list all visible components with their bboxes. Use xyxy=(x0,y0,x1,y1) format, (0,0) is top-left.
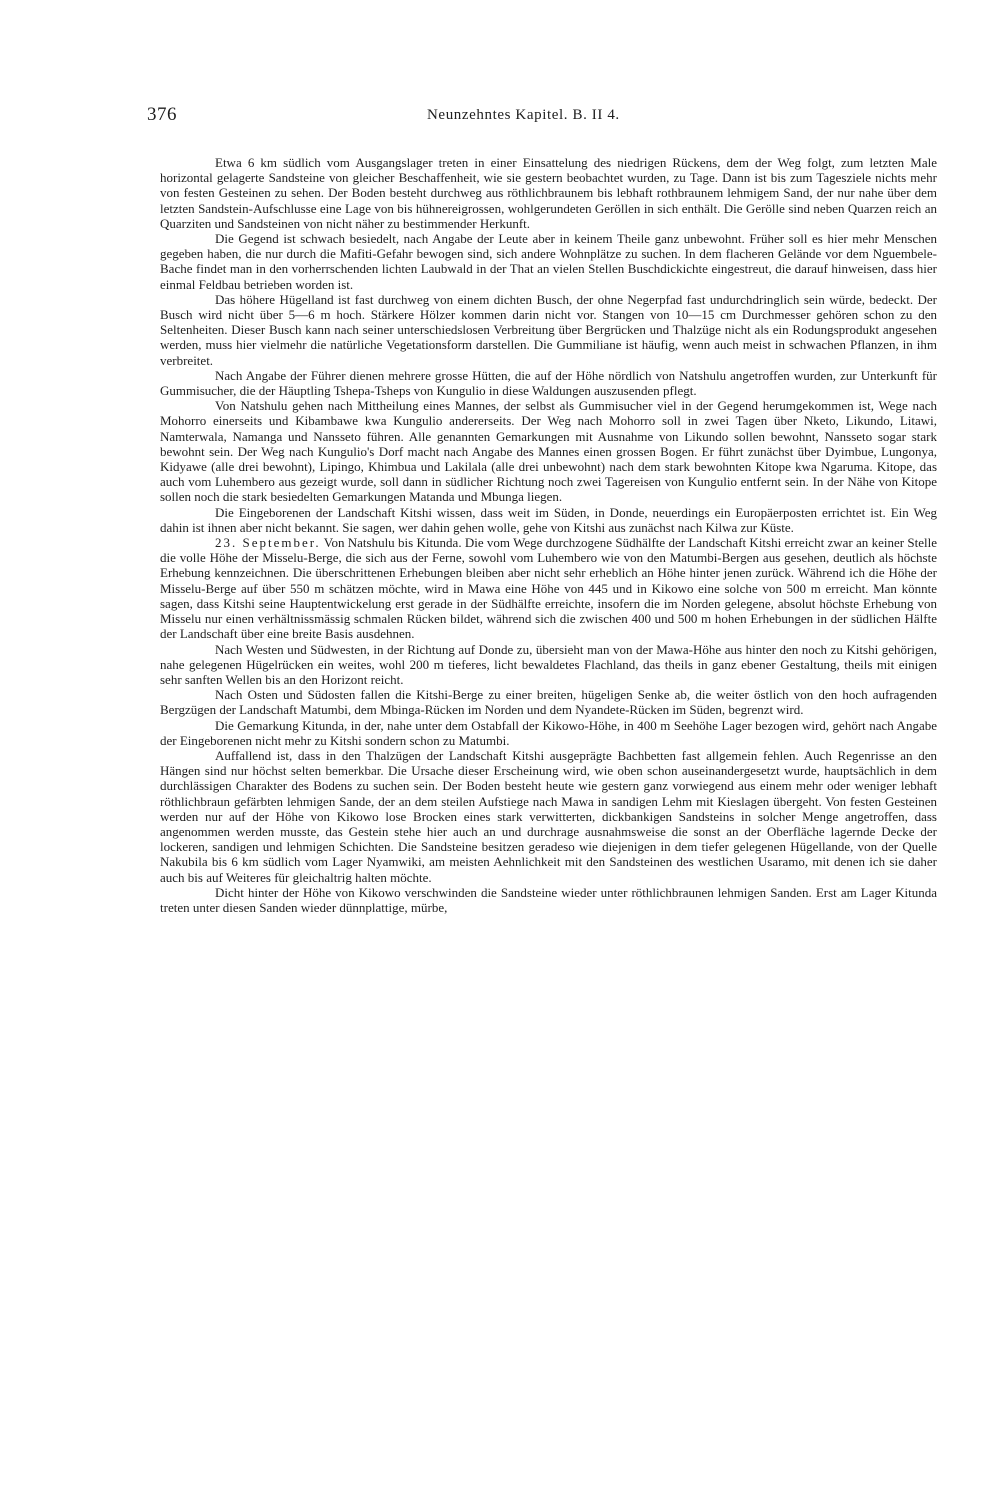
date-heading: 23. September. xyxy=(215,535,321,551)
paragraph: Nach Osten und Südosten fallen die Kitshi-Berge zu einer breiten, hügeligen Senke ab, die weiter östlich von den hoch aufragenden Bergzügen der Landschaft Matumbi, dem Mbinga-Rücken im Norden und dem Nyandete-Rücken im Süden, begrenzt wird. xyxy=(160,687,937,718)
running-title: Neunzehntes Kapitel. B. II 4. xyxy=(427,107,620,123)
paragraph: 23. September. Von Natshulu bis Kitunda. Die vom Wege durchzogene Südhälfte der Landschaft Kitshi erreicht zwar an keiner Stelle die volle Höhe der Misselu-Berge, die sich aus der Ferne, sowohl vom Luhembero wie von den Matumbi-Bergen aus gesehen, deutlich als höchste Erhebung kennzeichnen. Die überschrittenen Erhebungen bleiben aber nicht sehr erheblich an Höhe hinter jenen zurück. Während ich die Höhe der Misselu-Berge auf über 550 m schätzen möchte, wird in Mawa eine Höhe von 445 und in Kikowo eine solche von 500 m erreicht. Man könnte sagen, dass Kitshi seine Hauptentwickelung erst gerade in der Südhälfte erreichte, insofern die im Norden gelegene, absolut höchste Erhebung von Misselu nur einen verhältnissmässig schmalen Rücken bildet, während sich die zwischen 400 und 500 m hohen Erhebungen in der südlichen Hälfte der Landschaft über eine breite Basis ausdehnen. xyxy=(160,535,937,642)
paragraph: Die Gegend ist schwach besiedelt, nach Angabe der Leute aber in keinem Theile ganz unbewohnt. Früher soll es hier mehr Menschen gegeben haben, die nur durch die Mafiti-Gefahr bewogen sind, sich andere Wohnplätze zu suchen. In dem flacheren Gelände vor dem Nguembele-Bache findet man in den vorherrschenden lichten Laubwald in der That an vielen Stellen Buschdickichte eingestreut, die darauf hinweisen, dass hier einmal Feldbau betrieben worden ist. xyxy=(160,231,937,292)
paragraph: Die Eingeborenen der Landschaft Kitshi wissen, dass weit im Süden, in Donde, neuerdings ein Europäerposten errichtet ist. Ein Weg dahin ist ihnen aber nicht bekannt. Sie sagen, wer dahin gehen wolle, gehe von Kitshi aus zunächst nach Kilwa zur Küste. xyxy=(160,504,937,535)
paragraph: Das höhere Hügelland ist fast durchweg von einem dichten Busch, der ohne Negerpfad fast undurchdringlich sein würde, bedeckt. Der Busch wird nicht über 5—6 m hoch. Stärkere Hölzer kommen darin nicht vor. Stangen von 10—15 cm Durchmesser gehören schon zu den Seltenheiten. Dieser Busch kann nach seiner unterschiedslosen Verbreitung über Bergrücken und Thalzüge nicht als ein Rodungsprodukt angesehen werden, muss hier vielmehr die natürliche Vegetationsform darstellen. Die Gummiliane ist häufig, wenn auch meist in schwachen Pflanzen, in ihm verbreitet. xyxy=(160,291,937,368)
paragraph: Auffallend ist, dass in den Thalzügen der Landschaft Kitshi ausgeprägte Bachbetten fast allgemein fehlen. Auch Regenrisse an den Hängen sind nur höchst selten bemerkbar. Die Ursache dieser Erscheinung wird, wie oben schon auseinandergesetzt wurde, hauptsächlich in dem durchlässigen Charakter des Bodens zu suchen sein. Der Boden besteht heute wie gestern ganz vorwiegend aus einem mehr oder weniger lebhaft röthlichbraun gefärbten lehmigen Sande, der an dem steilen Aufstiege nach Mawa in sandigen Lehm mit Kieslagen übergeht. Von festen Gesteinen werden nur auf der Höhe von Kikowo lose Brocken eines stark verwitterten, dickbankigen Sandsteins in solcher Menge angetroffen, dass angenommen werden musste, das Gestein stehe hier auch an und durchrage ausnahmsweise die sonst an der Oberfläche lagernde Decke der lockeren, sandigen und lehmigen Schichten. Die Sandsteine besitzen geradeso wie diejenigen in dem tiefer gelegenen Hügellande, von der Quelle Nakubila bis 6 km südlich vom Lager Nyamwiki, am meisten Aehnlichkeit mit den Sandsteinen des westlichen Usaramo, mit denen ich sie daher auch bis auf Weiteres für gleichaltrig halten möchte. xyxy=(160,747,937,885)
paragraph: Dicht hinter der Höhe von Kikowo verschwinden die Sandsteine wieder unter röthlichbraunen lehmigen Sanden. Erst am Lager Kitunda treten unter diesen Sanden wieder dünnplattige, mürbe, xyxy=(160,884,937,915)
page-header xyxy=(147,104,937,128)
paragraph: Nach Westen und Südwesten, in der Richtung auf Donde zu, übersieht man von der Mawa-Höhe aus hinter den noch zu Kitshi gehörigen, nahe gelegenen Hügelrücken ein weites, wohl 200 m tieferes, licht bewaldetes Flachland, das theils in ganz ebener Gestaltung, theils mit einigen sehr sanften Wellen bis an den Horizont reicht. xyxy=(160,641,937,687)
page-number: 376 xyxy=(147,104,177,125)
body-text xyxy=(160,155,937,915)
paragraph: Von Natshulu gehen nach Mittheilung eines Mannes, der selbst als Gummisucher viel in der Gegend herumgekommen ist, Wege nach Mohorro einerseits und Kibambawe kwa Kungulio andererseits. Der Weg nach Mohorro soll in zwei Tagen über Nketo, Likundo, Litawi, Namterwala, Namanga und Nansseto führen. Alle genannten Gemarkungen mit Ausnahme von Likundo sollen bewohnt, Nansseto sogar stark bewohnt sein. Der Weg nach Kungulio's Dorf macht nach Angabe des Mannes einen grossen Bogen. Er führt zunächst über Dyimbue, Lungonya, Kidyawe (alle drei bewohnt), Lipingo, Khimbua und Lakilala (alle drei unbewohnt) nach dem stark bewohnten Kitope kwa Ngaruma. Kitope, das auch vom Luhembero aus gezeigt wurde, soll dann in südlicher Richtung noch zwei Tagereisen von Kungulio entfernt sein. In der Nähe von Kitope sollen noch die stark besiedelten Gemarkungen Matanda und Mbunga liegen. xyxy=(160,398,937,505)
paragraph: Die Gemarkung Kitunda, in der, nahe unter dem Ostabfall der Kikowo-Höhe, in 400 m Seehöhe Lager bezogen wird, gehört nach Angabe der Eingeborenen nicht mehr zu Kitshi sondern schon zu Matumbi. xyxy=(160,717,937,748)
paragraph: Etwa 6 km südlich vom Ausgangslager treten in einer Einsattelung des niedrigen Rückens, dem der Weg folgt, zum letzten Male horizontal gelagerte Sandsteine von gleicher Beschaffenheit, wie sie gestern beobachtet wurden, zu Tage. Dann ist bis zum Tagesziele nichts mehr von festen Gesteinen zu sehen. Der Boden besteht durchweg aus röthlichbraunem bis lebhaft rothbraunem lehmigem Sand, der nur nahe über dem letzten Sandstein-Aufschlusse eine Lage von bis hühnereigrossen, wohlgerundeten Geröllen in sich enthält. Die Gerölle sind neben Quarzen reich an Quarziten und Sandsteinen von nicht näher zu bestimmender Herkunft. xyxy=(160,155,937,231)
paragraph: Nach Angabe der Führer dienen mehrere grosse Hütten, die auf der Höhe nördlich von Natshulu angetroffen wurden, zur Unterkunft für Gummisucher, die der Häuptling Tshepa-Tsheps von Kungulio in diese Waldungen auszusenden pflegt. xyxy=(160,367,937,399)
